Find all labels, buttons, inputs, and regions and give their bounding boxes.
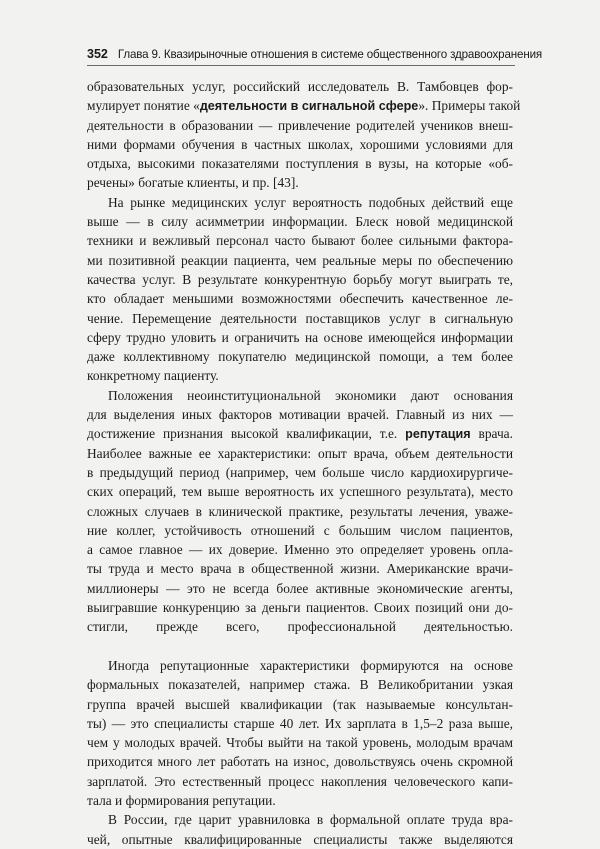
text-line: Иногда репутационные характеристики формируются на основе (108, 657, 513, 673)
text-line: достижение признания высокой квалификации, т.е. репутация врача. (87, 426, 513, 442)
text-line: выше — в силу асимметрии информации. Блеск новой медицинской (87, 214, 513, 230)
text-line: даже коллективному покупателю медицинской помощи, а тем более (87, 349, 513, 365)
paragraph-4 (87, 656, 513, 810)
text-line: миллионеры — это не всегда более активные экономические агенты, (87, 580, 513, 596)
text-line: выигравшие конкуренцию за деньги пациентов. Своих позиций они до- (87, 600, 513, 616)
text-line: чем у молодых врачей. Чтобы выйти на такой уровень, молодым врачам (87, 735, 513, 751)
text-line: ских операций, тем выше вероятность их успешного результата), место (87, 484, 513, 500)
text-line: деятельности в образовании — привлечение родителей учеников внеш- (87, 117, 513, 133)
text-line: стигли, прежде всего, профессиональной деятельностью. (87, 619, 513, 635)
text-line: а самое главное — их доверие. Именно это определяет уровень опла- (87, 542, 513, 558)
running-head: Глава 9. Квазирыночные отношения в системе общественного здравоохранения (117, 48, 543, 61)
text-line: В России, где царит уравниловка в формальной оплате труда вра- (108, 812, 513, 828)
text-line: Наиболее важные ее характеристики: опыт врача, объем деятельности (87, 445, 513, 461)
bold-term: деятельности в сигнальной сфере (199, 99, 419, 114)
header-rule (87, 65, 515, 66)
text-line: качества услуг. В результате конкурентную борьбу могут выиграть те, (87, 271, 513, 287)
bold-term: репутация (405, 427, 471, 442)
text-line (87, 637, 513, 656)
page-body (87, 77, 521, 849)
paragraph-3 (87, 386, 513, 656)
text-line: формальных показателей, например стажа. В Великобритании узкая (87, 677, 513, 693)
text-line: образовательных услуг, российский исследователь В. Тамбовцев фор- (87, 79, 513, 94)
text-line: ми позитивной реакции пациента, чем реальные меры по обеспечению (87, 252, 513, 268)
text-line: На рынке медицинских услуг вероятность подобных действий еще (108, 194, 513, 210)
text-line: речены» богатые клиенты, и пр. [43]. (87, 175, 299, 191)
text-line: в предыдущий период (например, чем больше число кардиохирургиче- (87, 464, 513, 480)
text-line: отдыха, высокими показателями поступления в вузы, на которые «об- (87, 156, 513, 172)
text-line: техники и вежливый персонал часто бывают более сильными фактора- (87, 233, 513, 249)
page-number: 352 (87, 47, 108, 61)
text-line: сферу трудно уловить и ограничить на основе имеющейся информации (87, 329, 513, 345)
text-line: кто обладает меньшими возможностями обеспечить качественное ле- (87, 291, 513, 307)
page-header (87, 47, 543, 61)
text-line: сложных случаев в клинической практике, результаты лечения, уваже- (87, 503, 513, 519)
text-line: зарплатой. Это естественный процесс накопления человеческого капи- (87, 773, 513, 789)
text-line: конкретному пациенту. (87, 368, 219, 384)
text-line: приходится много лет работать на износ, довольствуясь очень скромной (87, 754, 513, 770)
text-line: ты труда и место врача в общественной жизни. Американские врачи- (87, 561, 513, 577)
text-line: чей, опытные квалифицированные специалисты также выделяются (87, 831, 513, 847)
paragraph-2 (87, 193, 513, 386)
text-line: для выделения иных факторов мотивации врачей. Главный из них — (87, 407, 513, 423)
text-line: Положения неоинституциональной экономики дают основания (108, 387, 513, 403)
text-line: ты) — это специалисты старше 40 лет. Их зарплата в 1,5–2 раза выше, (87, 715, 513, 731)
text-line: чение. Перемещение деятельности поставщиков услуг в сигнальную (87, 310, 513, 326)
text-line: тала и формирования репутации. (87, 792, 276, 808)
text-line: мулирует понятие «деятельности в сигнальной сфере». Примеры такой (87, 98, 521, 114)
text-line: группа врачей высшей квалификации (так называемые консультан- (87, 696, 513, 712)
paragraph-1 (87, 77, 521, 193)
paragraph-5 (87, 810, 513, 849)
text-line: ние коллег, устойчивость отношений с большим числом пациентов, (87, 522, 513, 538)
text-line: ними формами обучения в частных школах, хорошими условиями для (87, 136, 513, 152)
